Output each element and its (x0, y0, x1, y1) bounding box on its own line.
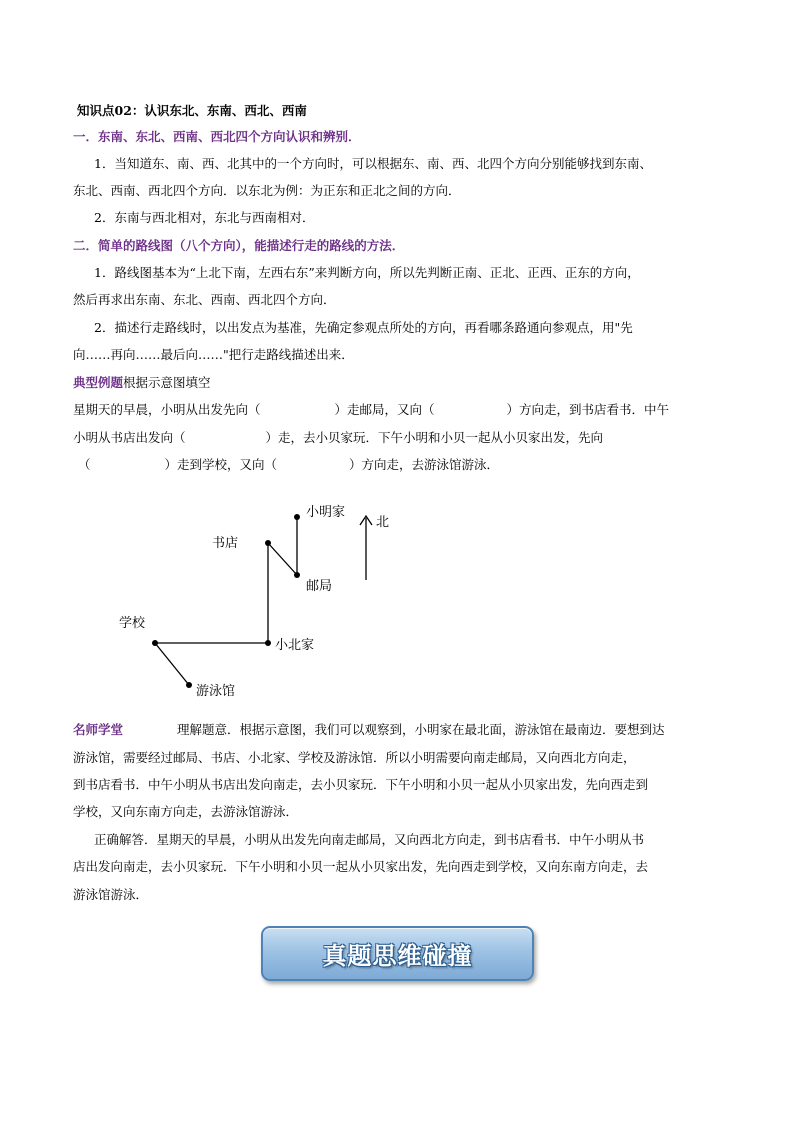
analysis-line2: 游泳馆，需要经过邮局、书店、小北家、学校及游泳馆．所以小明需要向南走邮局，又向西北方向走， (73, 750, 636, 765)
analysis-title: 名师学堂 (73, 722, 124, 737)
analysis-line3: 到书店看书．中午小明从书店出发向南走，去小贝家玩．下午小明和小贝一起从小贝家出发，先向西走到 (73, 777, 649, 792)
example-line1-a: 星期天的早晨，小明从出发先向（ (73, 402, 261, 417)
part2-heading: 二．简单的路线图（八个方向），能描述行走的路线的方法． (73, 238, 405, 253)
label-school: 学校 (119, 616, 146, 631)
example-line1-c: ）方向走，到书店看书．中午 (506, 402, 670, 417)
route-school-to-pool (155, 643, 189, 685)
part1-paragraph1-line1: 1．当知道东、南、西、北其中的一个方向时，可以根据东、南、西、北四个方向分别能够找到东南、 (94, 156, 652, 171)
swimming-pool-point (186, 682, 192, 688)
example-title-rest: 根据示意图填空 (123, 375, 211, 390)
answer-line3: 游泳馆游泳． (73, 887, 149, 902)
part2-paragraph2-line1: 2．描述行走路线时，以出发点为基准，先确定参观点所处的方向，再看哪条路通向参观点，用"先 (94, 320, 633, 335)
example-line1-b: ）走邮局，又向（ (334, 402, 435, 417)
north-arrow-icon (360, 516, 372, 580)
xiaobei-home-point (265, 640, 271, 646)
banner-label: 真题思维碰撞 (322, 941, 473, 970)
example-line2-a: 小明从书店出发向（ (73, 430, 186, 445)
label-xiaobei-home: 小北家 (275, 638, 315, 653)
part1-heading: 一．东南、东北、西南、西北四个方向认识和辨别． (73, 129, 361, 144)
part2-paragraph2-line2: 向……再向……最后向……"把行走路线描述出来． (73, 347, 354, 362)
section-title: 知识点02：认识东北、东南、西北、西南 (77, 103, 307, 118)
label-swimming-pool: 游泳馆 (196, 684, 236, 699)
school-point (152, 640, 158, 646)
example-line2-b: ）走，去小贝家玩．下午小明和小贝一起从小贝家出发，先向 (265, 430, 604, 445)
example-line3-a: （ (78, 457, 91, 472)
section-banner (261, 926, 534, 981)
answer-line2: 店出发向南走，去小贝家玩．下午小明和小贝一起从小贝家出发，先向西走到学校，又向东南方向走，去 (73, 859, 649, 874)
part2-paragraph1-line1: 1．路线图基本为“上北下南，左西右东”来判断方向，所以先判断正南、正北、正西、正东的方向， (94, 265, 640, 280)
part1-paragraph2: 2．东南与西北相对，东北与西南相对． (94, 210, 315, 225)
part1-paragraph1-line2: 东北、西南、西北四个方向．以东北为例：为正东和正北之间的方向． (73, 183, 461, 198)
label-post-office: 邮局 (306, 579, 333, 594)
bookstore-point (265, 540, 271, 546)
answer-line1: 正确解答．星期天的早晨，小明从出发先向南走邮局，又向西北方向走，到书店看书．中午小明从书 (94, 832, 645, 847)
label-bookstore: 书店 (212, 536, 239, 551)
example-line3-b: ）走到学校，又向（ (164, 457, 278, 472)
example-title-bold: 典型例题 (73, 375, 124, 390)
label-north: 北 (376, 515, 390, 530)
analysis-line4: 学校，又向东南方向走，去游泳馆游泳． (73, 804, 299, 819)
route-post-to-bookstore (268, 543, 297, 575)
part2-paragraph1-line2: 然后再求出东南、东北、西南、西北四个方向． (73, 292, 336, 307)
label-xiaoming-home: 小明家 (306, 505, 346, 520)
analysis-line1 (73, 722, 665, 738)
xiaoming-home-point (294, 514, 300, 520)
example-line3-c: ）方向走，去游泳馆游泳． (349, 457, 500, 472)
post-office-point (294, 572, 300, 578)
analysis-line1-text: 理解题意．根据示意图，我们可以观察到，小明家在最北面，游泳馆在最南边．要想到达 (177, 722, 665, 737)
